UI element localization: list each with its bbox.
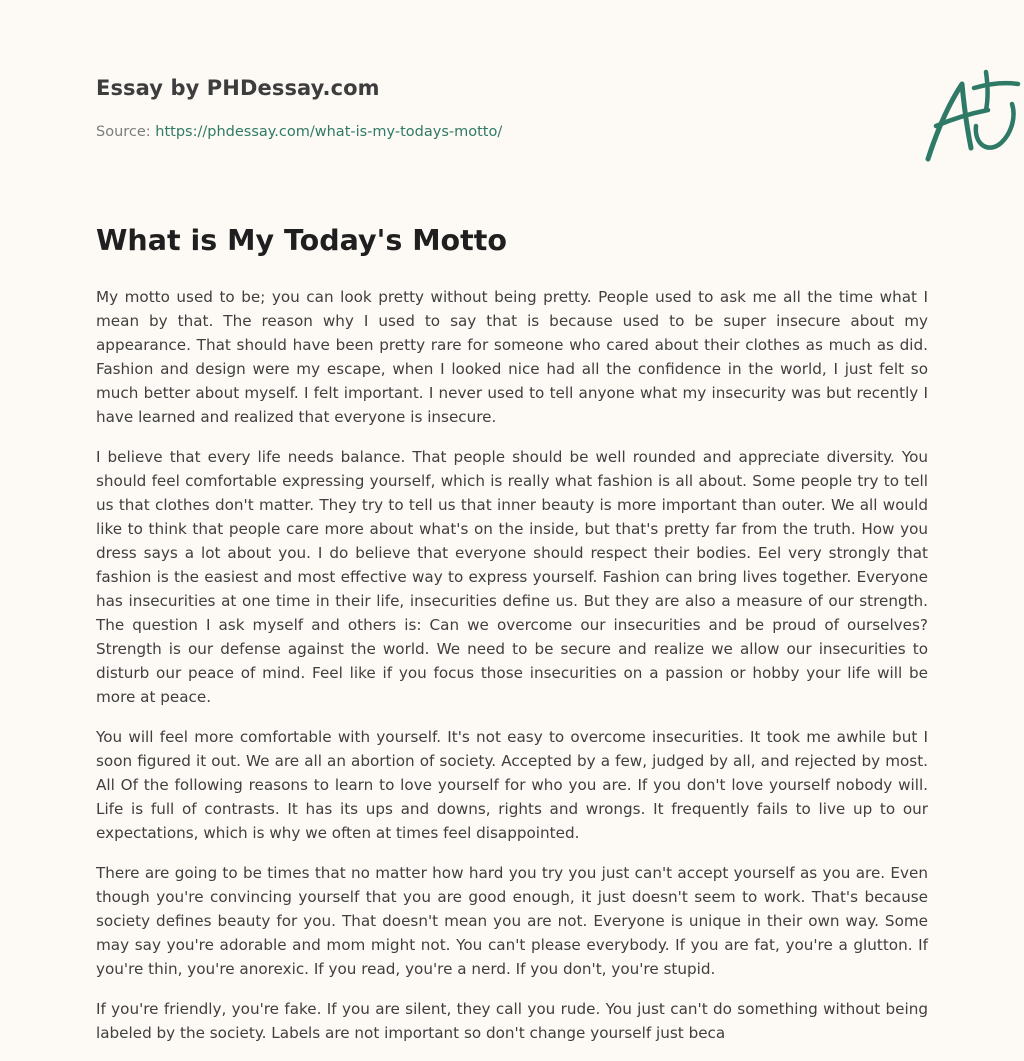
source-line [96, 124, 502, 140]
essay-paragraph: I believe that every life needs balance. That people should be well rounded and appreciate diversity. You should feel comfortable expressing yourself, which is really what fashion is all about. Some people try to tell us that clothes don't matter. They try to tell us that inner beauty is more important than outer. We all would like to think that people care more about what's on the inside, but that's pretty far from the truth. How you dress says a lot about you. I do believe that everyone should respect their bodies. Eel very strongly that fashion is the easiest and most effective way to express yourself. Fashion can bring lives together. Everyone has insecurities at one time in their life, insecurities define us. But they are also a measure of our strength. The question I ask myself and others is: Can we overcome our insecurities and be proud of ourselves? Strength is our defense against the world. We need to be secure and realize we allow our insecurities to disturb our peace of mind. Feel like if you focus those insecurities on a passion or hobby your life will be more at peace. [96, 448, 928, 706]
essay-body [96, 285, 928, 1061]
site-brand: Essay by PHDessay.com [96, 76, 380, 100]
essay-title: What is My Today's Motto [96, 224, 507, 257]
a-plus-logo-icon [916, 66, 1024, 166]
essay-paragraph: You will feel more comfortable with yourself. It's not easy to overcome insecurities. It took me awhile but I soon figured it out. We are all an abortion of society. Accepted by a few, judged by all, and rejected by most. All Of the following reasons to learn to love yourself for who you are. If you don't love yourself nobody will. Life is full of contrasts. It has its ups and downs, rights and wrongs. It frequently fails to live up to our expectations, which is why we often at times feel disappointed. [96, 728, 928, 842]
essay-paragraph: There are going to be times that no matter how hard you try you just can't accept yourself as you are. Even though you're convincing yourself that you are good enough, it just doesn't seem to work. That's because society defines beauty for you. That doesn't mean you are not. Everyone is unique in their own way. Some may say you're adorable and mom might not. You can't please everybody. If you are fat, you're a glutton. If you're thin, you're anorexic. If you read, you're a nerd. If you don't, you're stupid. [96, 864, 928, 978]
source-link[interactable]: https://phdessay.com/what-is-my-todays-motto/ [155, 124, 503, 140]
essay-paragraph: If you're friendly, you're fake. If you are silent, they call you rude. You just can't do something without being labeled by the society. Labels are not important so don't change yourself just beca [96, 1000, 928, 1042]
essay-paragraph: My motto used to be; you can look pretty without being pretty. People used to ask me all the time what I mean by that. The reason why I used to say that is because used to be super insecure about my appearance. That should have been pretty rare for someone who cared about their clothes as much as did. Fashion and design were my escape, when I looked nice had all the confidence in the world, I just felt so much better about myself. I felt important. I never used to tell anyone what my insecurity was but recently I have learned and realized that everyone is insecure. [96, 288, 928, 426]
source-label: Source: [96, 124, 156, 140]
